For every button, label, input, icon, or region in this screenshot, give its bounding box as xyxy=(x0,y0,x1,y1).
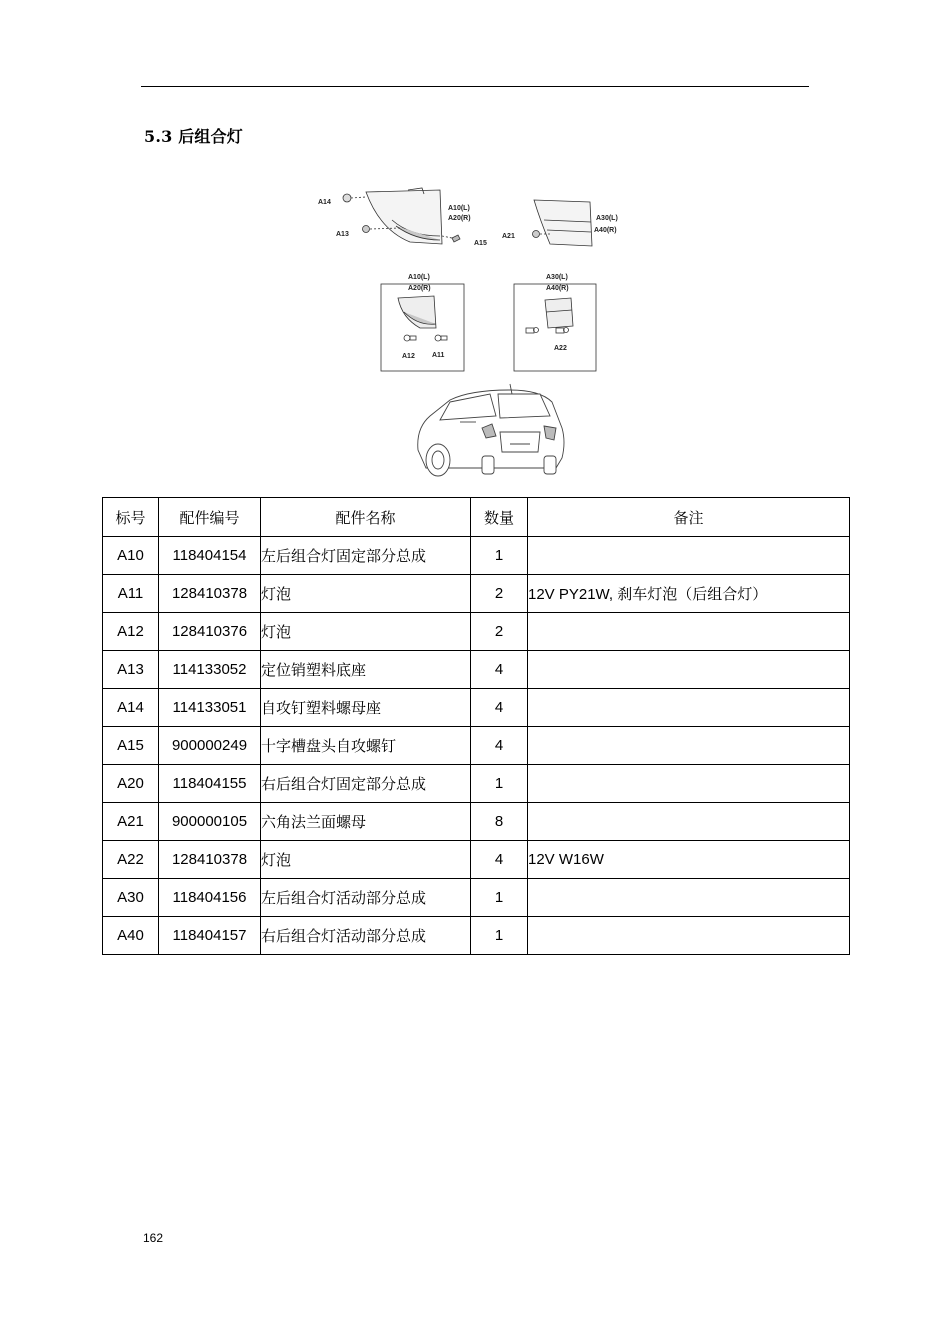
exploded-diagram xyxy=(300,180,650,495)
callout-a30l: A30(L) xyxy=(596,215,618,222)
cell-part-no: 118404154 xyxy=(159,537,261,575)
cell-id: A22 xyxy=(103,841,159,879)
callout-box1-a20r: A20(R) xyxy=(408,285,431,292)
table-row xyxy=(103,765,850,803)
cell-remark: 12V W16W xyxy=(528,841,850,879)
cell-id: A21 xyxy=(103,803,159,841)
header-part-no: 配件编号 xyxy=(159,498,261,537)
cell-id: A20 xyxy=(103,765,159,803)
cell-remark xyxy=(528,651,850,689)
header-id: 标号 xyxy=(103,498,159,537)
table-row xyxy=(103,841,850,879)
cell-part-no: 118404155 xyxy=(159,765,261,803)
cell-qty: 2 xyxy=(471,575,528,613)
cell-remark xyxy=(528,537,850,575)
cell-id: A14 xyxy=(103,689,159,727)
parts-table xyxy=(102,497,850,955)
table-row xyxy=(103,803,850,841)
table-row xyxy=(103,537,850,575)
cell-qty: 8 xyxy=(471,803,528,841)
table-row xyxy=(103,613,850,651)
cell-id: A10 xyxy=(103,537,159,575)
cell-remark xyxy=(528,917,850,955)
cell-remark xyxy=(528,727,850,765)
table-row xyxy=(103,651,850,689)
cell-qty: 4 xyxy=(471,841,528,879)
cell-part-no: 118404156 xyxy=(159,879,261,917)
section-heading: 5.3 后组合灯 xyxy=(144,127,244,146)
cell-qty: 1 xyxy=(471,917,528,955)
callout-a20r: A20(R) xyxy=(448,215,471,222)
cell-remark xyxy=(528,803,850,841)
page-number: 162 xyxy=(143,1231,164,1245)
cell-part-no: 128410378 xyxy=(159,841,261,879)
callout-a13: A13 xyxy=(336,231,349,238)
cell-qty: 4 xyxy=(471,651,528,689)
cell-remark: 12V PY21W, 刹车灯泡（后组合灯） xyxy=(528,575,850,613)
cell-name: 十字槽盘头自攻螺钉 xyxy=(261,727,471,765)
cell-part-no: 128410378 xyxy=(159,575,261,613)
cell-id: A12 xyxy=(103,613,159,651)
cell-name: 定位销塑料底座 xyxy=(261,651,471,689)
cell-id: A11 xyxy=(103,575,159,613)
callout-a21: A21 xyxy=(502,233,515,240)
callout-a14: A14 xyxy=(318,199,331,206)
cell-remark xyxy=(528,613,850,651)
header-remark: 备注 xyxy=(528,498,850,537)
cell-name: 自攻钉塑料螺母座 xyxy=(261,689,471,727)
cell-name: 左后组合灯固定部分总成 xyxy=(261,537,471,575)
cell-name: 灯泡 xyxy=(261,841,471,879)
cell-qty: 2 xyxy=(471,613,528,651)
cell-name: 灯泡 xyxy=(261,613,471,651)
cell-id: A13 xyxy=(103,651,159,689)
callout-box2-a40r: A40(R) xyxy=(546,285,569,292)
cell-id: A30 xyxy=(103,879,159,917)
cell-part-no: 128410376 xyxy=(159,613,261,651)
table-row xyxy=(103,917,850,955)
cell-part-no: 900000249 xyxy=(159,727,261,765)
table-row xyxy=(103,879,850,917)
cell-remark xyxy=(528,765,850,803)
callout-box2-a30l: A30(L) xyxy=(546,274,568,281)
cell-part-no: 114133051 xyxy=(159,689,261,727)
cell-qty: 4 xyxy=(471,689,528,727)
cell-qty: 1 xyxy=(471,765,528,803)
cell-part-no: 114133052 xyxy=(159,651,261,689)
cell-qty: 1 xyxy=(471,537,528,575)
cell-part-no: 900000105 xyxy=(159,803,261,841)
table-row xyxy=(103,575,850,613)
cell-qty: 1 xyxy=(471,879,528,917)
callout-a10l: A10(L) xyxy=(448,205,470,212)
cell-name: 右后组合灯固定部分总成 xyxy=(261,765,471,803)
callout-a11: A11 xyxy=(432,352,445,359)
cell-remark xyxy=(528,689,850,727)
cell-name: 左后组合灯活动部分总成 xyxy=(261,879,471,917)
table-row xyxy=(103,727,850,765)
cell-part-no: 118404157 xyxy=(159,917,261,955)
header-rule xyxy=(141,86,809,87)
diagram-drawing xyxy=(300,180,650,495)
cell-name: 六角法兰面螺母 xyxy=(261,803,471,841)
table-row xyxy=(103,689,850,727)
callout-box1-a10l: A10(L) xyxy=(408,274,430,281)
callout-a40r: A40(R) xyxy=(594,227,617,234)
header-qty: 数量 xyxy=(471,498,528,537)
cell-id: A15 xyxy=(103,727,159,765)
cell-remark xyxy=(528,879,850,917)
callout-a22: A22 xyxy=(554,345,567,352)
cell-id: A40 xyxy=(103,917,159,955)
callout-a12: A12 xyxy=(402,353,415,360)
header-name: 配件名称 xyxy=(261,498,471,537)
cell-name: 右后组合灯活动部分总成 xyxy=(261,917,471,955)
callout-a15: A15 xyxy=(474,240,487,247)
table-header-row xyxy=(103,498,850,537)
cell-name: 灯泡 xyxy=(261,575,471,613)
cell-qty: 4 xyxy=(471,727,528,765)
